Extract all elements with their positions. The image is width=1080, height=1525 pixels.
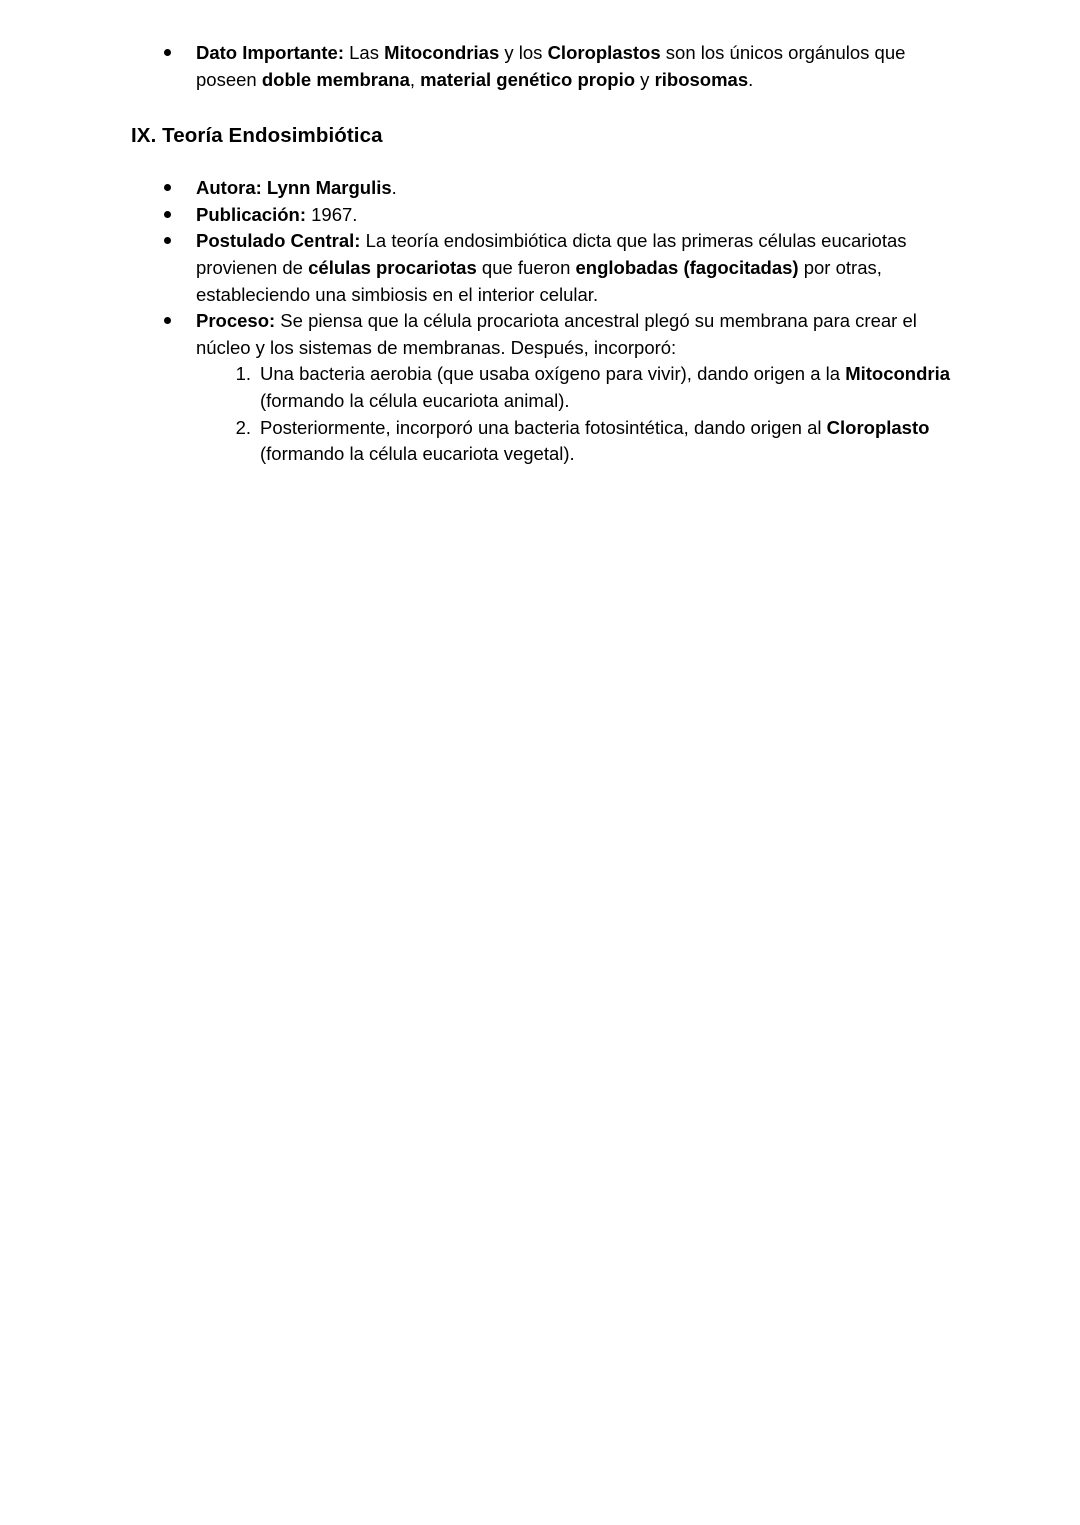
ordered-list-item-text: Una bacteria aerobia (que usaba oxígeno para vivir), dando origen a la Mitocondria (formando la célula eucariota animal). (260, 363, 951, 411)
step-number: 2. (235, 416, 251, 438)
section-bullet-list (131, 175, 951, 361)
list-item-text: Publicación: 1967. (196, 203, 358, 225)
ordered-list-item-text: Posteriormente, incorporó una bacteria fotosintética, dando origen al Cloroplasto (formando la célula eucariota vegetal). (260, 416, 930, 465)
bullet-dot-icon (164, 317, 171, 324)
step-number: 1. (235, 363, 251, 385)
bullet-dot-icon (164, 184, 171, 191)
list-item-dato-importante (131, 40, 951, 93)
spacer (131, 93, 951, 123)
ordered-list-item (131, 415, 951, 468)
bullet-dot-icon (164, 237, 171, 244)
spacer (131, 149, 951, 175)
page-title: IX. Teoría Endosimbiótica (131, 124, 383, 148)
document-body (131, 40, 951, 468)
list-item-proceso (131, 308, 951, 361)
bullet-dot-icon (164, 211, 171, 218)
list-item-text: Proceso: Se piensa que la célula procariota ancestral plegó su membrana para crear el núcleo y los sistemas de membranas. Después, incorporó: (196, 310, 917, 358)
list-item-autora (131, 175, 951, 202)
list-item-publicacion (131, 202, 951, 229)
list-item-text: Postulado Central: La teoría endosimbiótica dicta que las primeras células eucariotas provienen de células procariotas que fueron englobadas (fagocitadas) por otras, estableciendo una simbiosis en el interior celular. (196, 230, 907, 305)
list-item-postulado-central (131, 228, 951, 308)
list-item-text: Dato Importante: Las Mitocondrias y los Cloroplastos son los únicos orgánulos que poseen doble membrana, material genético propio y ribosomas. (196, 42, 906, 90)
list-item-text: Autora: Lynn Margulis. (196, 177, 397, 199)
process-steps-list (131, 361, 951, 467)
bullet-dot-icon (164, 49, 171, 56)
ordered-list-item (131, 361, 951, 414)
top-bullet-list (131, 40, 951, 93)
